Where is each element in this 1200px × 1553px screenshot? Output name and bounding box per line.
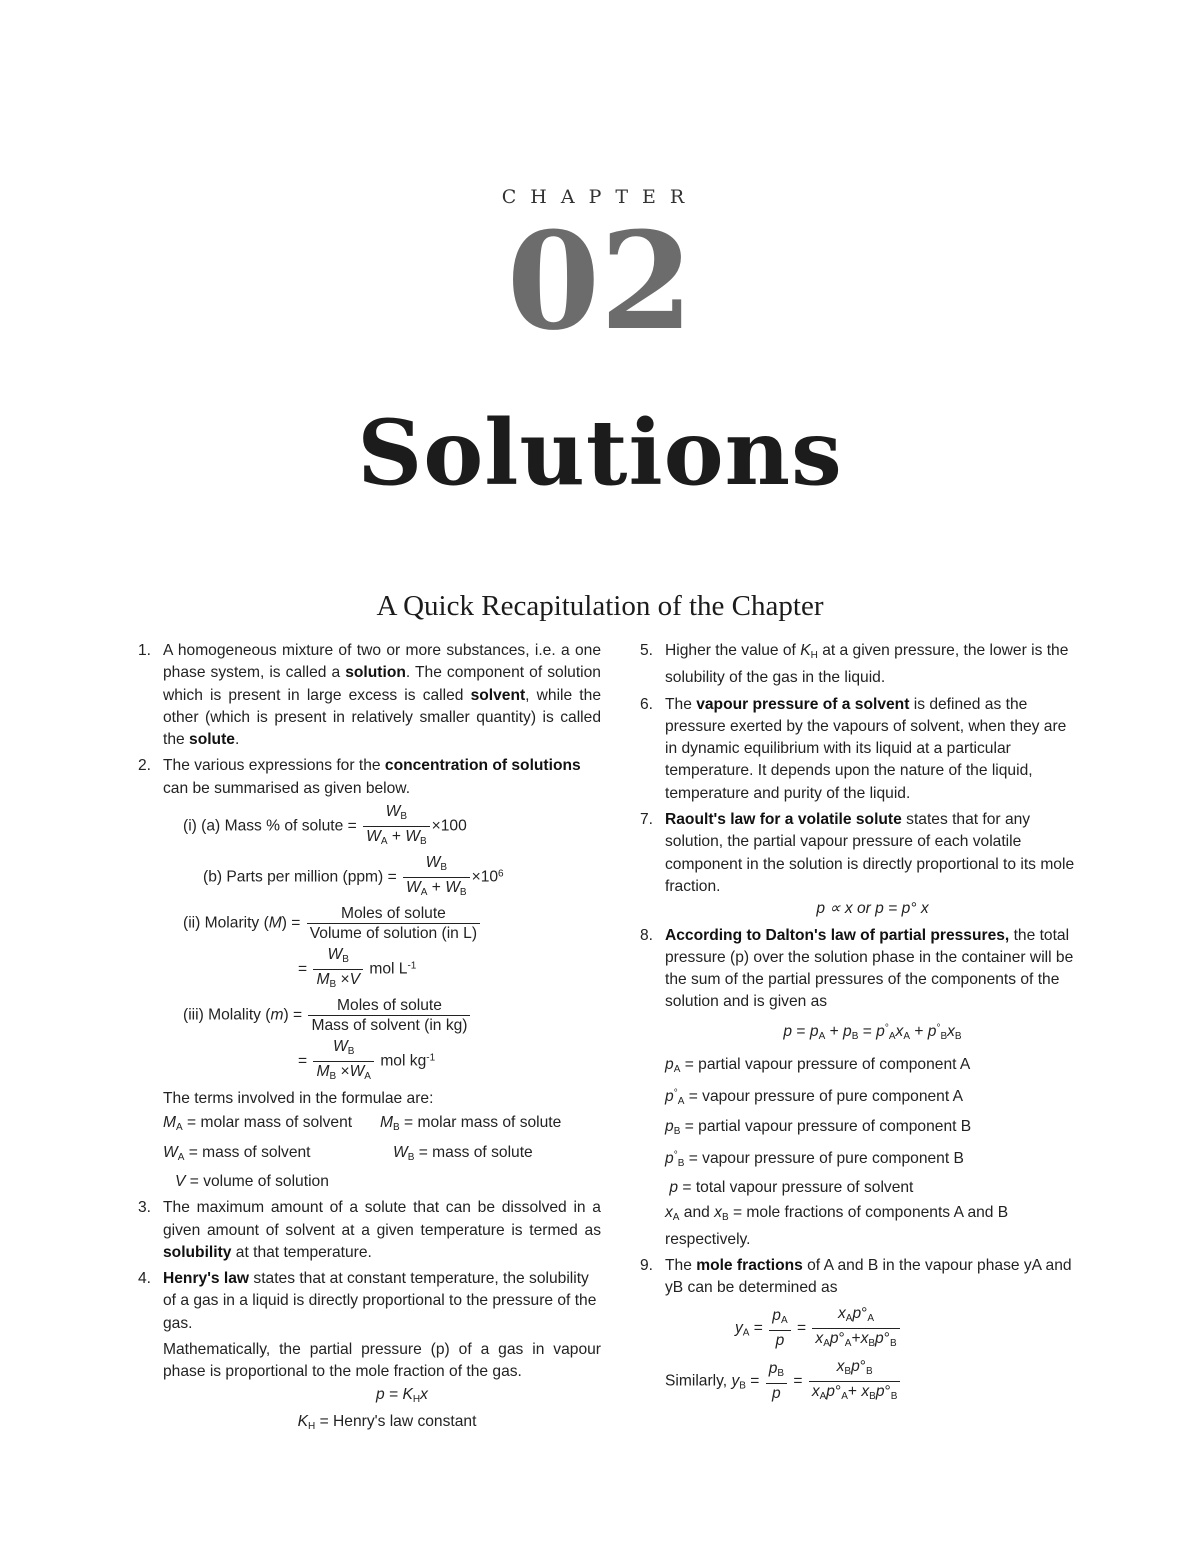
item-number: 7. [640,811,654,829]
fraction: $\frac{p_A}{p}$ [769,1306,790,1350]
list-item-8 [640,925,1080,1252]
multiplier: ×10 [471,868,499,886]
def: = mole fractions of components A and B respectively. [665,1203,1009,1248]
text: The [665,695,697,713]
keyword: solubility [163,1243,232,1261]
keyword: Henry's law [163,1270,250,1288]
formula-label: (ii) Molarity (M) = [183,914,301,932]
term-def: = volume of solution [189,1172,329,1190]
dalton-equation: $p = p_A + p_B = p^\circ_Ax_A + p^\circ_Bx_B$ [783,1022,962,1042]
molality-formula [163,996,601,1035]
list-item-1 [138,640,601,751]
keyword: vapour pressure of a solvent [696,695,910,713]
text: states that at constant temperature, the solubility of a gas in a liquid is directly proportional to the pressure of the gas. [163,1270,597,1332]
molarity-formula [163,904,601,943]
item-number: 3. [138,1199,152,1217]
keyword: According to Dalton's law of partial pressures, [665,926,1010,944]
text: . [234,731,240,749]
formula-label: (b) Parts per million (ppm) = [203,868,397,886]
item-number: 4. [138,1270,152,1288]
text: , while the other (which is present in relatively smaller quantity) is called the [163,686,601,749]
item-number: 1. [138,642,152,659]
term-def: = molar mass of solute [404,1114,562,1132]
text: at that temperature. [231,1243,372,1261]
item-number: 6. [640,695,654,713]
yb-equation: Similarly, $y_B$ = $\frac{p_B}{p}$ = $\frac{x_Bp^\circ_B}{x_Ap^\circ_A+ x_Bp^\circ_B}$ [665,1357,1080,1406]
text: can be summarised as given below. [163,779,411,797]
def: = partial vapour pressure of component A [684,1056,971,1074]
chapter-number: 02 [506,202,694,360]
unit: mol kg [380,1052,427,1070]
item-number: 5. [640,642,654,659]
text: the total pressure (p) over the solution phase in the container will be the sum of the partial pressures of the components of the solution and is given as [665,926,1074,1011]
molarity-formula-2: = $\frac{W_B}{M_B \times V}$ mol $L^{-1}$ [163,945,601,994]
ya-equation: $y_A$ = $\frac{p_A}{p}$ = $\frac{x_Ap^\circ_A}{x_Ap^\circ_A+x_Bp^\circ_B}$ [665,1304,1080,1353]
mass-percent-formula [163,802,601,851]
right-column [640,640,1080,1410]
item-number: 2. [138,757,152,775]
fraction: $\frac{W_B}{W_A + W_B}$ [403,853,470,902]
list-item-4 [138,1268,601,1438]
term-def: = mass of solute [418,1143,533,1161]
list-item-5: 5. Higher the value of $K_H$ at a given pressure, the lower is the solubility of the gas in the liquid. [640,642,1069,687]
text: A homogeneous mixture of two or more substances, i.e. a one phase system, is called a [163,642,601,682]
constant-def: = Henry's law constant [319,1412,477,1430]
term-def: = molar mass of solvent [187,1114,353,1132]
left-column [138,640,601,1442]
denominator: Mass of solvent (in kg) [311,1017,468,1035]
exponent: -1 [426,1052,436,1064]
text: Higher the value of [665,642,801,659]
item-number: 9. [640,1257,654,1275]
fraction: $\frac{x_Bp^\circ_B}{x_Ap^\circ_A+ x_Bp^\circ_B}$ [809,1357,901,1406]
numerator: Moles of solute [308,996,470,1016]
henry-equation: $p = K_Hx$ [376,1385,428,1405]
text: Similarly, [665,1372,728,1390]
list-item-6 [640,694,1080,805]
terms-row-1: $M_A$ = molar mass of solvent $M_B$ = molar mass of solute [163,1114,562,1134]
unit: mol L [369,960,408,978]
terms-intro: The terms involved in the formulae are: [163,1090,434,1108]
def: = vapour pressure of pure component A [688,1088,964,1106]
item-number: 8. [640,926,654,944]
list-item-3 [138,1197,601,1264]
text: states that for any solution, the partial vapour pressure of each volatile component in the solution is directly proportional to its mole fraction. [665,811,1075,895]
list-item-9 [640,1255,1080,1406]
denominator: Volume of solution (in L) [309,925,478,943]
chapter-label: CHAPTER [501,186,699,208]
text: is defined as the pressure exerted by the vapours of solvent, when they are in dynamic equilibrium with its liquid at a particular temperature. It depends upon the nature of the liquid, temperature and purity of the liquid. [665,695,1067,802]
numerator: Moles of solute [307,904,480,924]
keyword: solute [189,731,235,749]
formula-label: (i) (a) Mass % of solute = [183,817,357,835]
terms-row-3: V = volume of solution [175,1172,329,1190]
def: = partial vapour pressure of component B [684,1117,972,1135]
text: The [665,1257,697,1275]
text: . The component of solution which is present in large excess is called [163,664,601,704]
def: = vapour pressure of pure component B [688,1149,964,1167]
keyword: Raoult's law for a volatile solute [665,811,902,829]
chapter-title: Solutions [357,400,843,506]
keyword: mole fractions [696,1257,803,1275]
fraction: $\frac{x_Ap^\circ_A}{x_Ap^\circ_A+x_Bp^\circ_B}$ [812,1304,899,1353]
keyword: solvent [470,686,526,704]
terms-row-2: $W_A$ = mass of solvent $W_B$ = mass of solute [163,1143,533,1163]
raoult-equation: p ∝ x or p = p° x [816,900,929,918]
multiplier: ×100 [431,817,467,835]
list-item-7 [640,809,1080,920]
text: The various expressions for the [163,757,385,775]
def: = total vapour pressure of solvent [682,1179,914,1197]
formula-label: (iii) Molality (m) = [183,1006,303,1024]
term-def: = mass of solvent [188,1143,311,1161]
henry-paragraph: Mathematically, the partial pressure (p) of a gas in vapour phase is proportional to the mole fraction of the gas. [163,1341,601,1381]
text: The maximum amount of a solute that can be dissolved in a given amount of solvent at a given temperature is termed as [163,1199,601,1239]
keyword: solution [345,664,406,682]
fraction: $\frac{p_B}{p}$ [766,1359,787,1403]
list-item-2 [138,755,601,1193]
molality-formula-2: = $\frac{W_B}{M_B \times W_A}$ mol $kg^{-1}$ [163,1037,601,1086]
text: at a given pressure, the lower is the solubility of the gas in the liquid. [665,642,1069,687]
fraction: $\frac{W_B}{M_B \times V}$ [313,945,363,994]
exponent: -1 [407,960,417,972]
text: of A and B in the vapour phase yA and yB can be determined as [665,1257,1072,1297]
fraction: $\frac{W_B}{M_B \times W_A}$ [313,1037,374,1086]
fraction: $\frac{W_B}{W_A + W_B}$ [363,802,430,851]
ppm-formula [163,853,601,902]
fraction [308,996,470,1035]
fraction [307,904,480,943]
exponent: 6 [498,868,504,880]
henry-constant: $K_H$ = Henry's law constant [297,1412,477,1432]
dalton-definitions: $p_A$ = partial vapour pressure of component A $p^\circ_A$ = vapour pressure of pure component A $p_B$ = partial vapour pressure of component B $p^\circ_B$ = vapour pressure of pure component B p = total vapour pressure of solvent $x_A$ and $x_B$ = mole fractions of components A and B respectively. [665,1056,1009,1248]
keyword: concentration of solutions [384,757,581,775]
recap-heading: A Quick Recapitulation of the Chapter [376,590,824,622]
